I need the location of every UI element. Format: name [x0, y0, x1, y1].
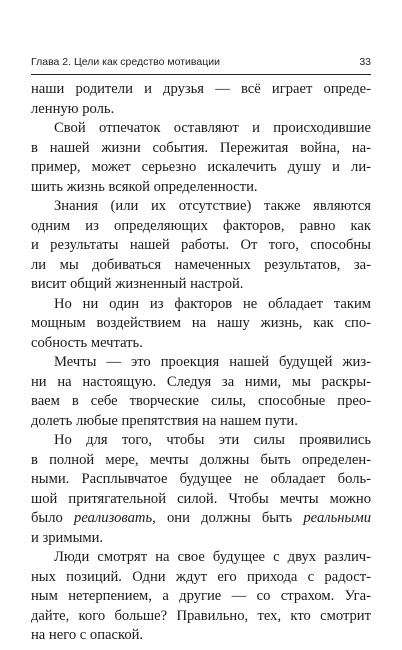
text-line: собность мечтать. [31, 334, 143, 351]
emphasis-run: реальными [303, 510, 371, 526]
text-line: в нашей жизни события. Пережитая война, на- [31, 139, 371, 156]
text-line: и результаты нашей работы. От того, способны [31, 237, 371, 253]
text-line: Но ни один из факторов не обладает таким [54, 295, 371, 312]
text-line: долеть любые препятствия на нашем пути. [31, 412, 298, 429]
text-line: ни на настоящую. Следуя за ними, мы раскры- [31, 373, 371, 390]
text-line: наши родители и друзья — всё играет опреде- [31, 81, 371, 97]
text-line: и зримыми. [31, 529, 104, 546]
text-line: Знания (или их отсутствие) также являются [54, 198, 371, 214]
body-text [31, 80, 371, 646]
chapter-title: Глава 2. Цели как средство мотивации [31, 56, 220, 68]
text-line: одним из определяющих факторов, равно как [31, 217, 371, 234]
text-line: ленную роль. [31, 100, 115, 117]
text-run: , они должны быть [152, 510, 304, 526]
header-rule [31, 74, 371, 75]
emphasis-run: реализовать [74, 510, 153, 526]
text-line: Но для того, чтобы эти силы проявились [54, 432, 371, 448]
text-line: на него с опаской. [31, 627, 144, 643]
text-line-mixed [31, 509, 371, 529]
text-line: дайте, кого больше? Правильно, тех, кто смотрит [31, 607, 371, 624]
running-header [31, 56, 371, 72]
text-line: пример, может серьезно искалечить душу и ли- [31, 159, 371, 175]
text-line: в полной мере, мечты должны быть определен- [31, 451, 371, 468]
text-line: висит общий жизненный настрой. [31, 276, 244, 292]
text-line: ваем в себе творческие силы, способные прео- [31, 393, 371, 409]
text-line: Мечты — это проекция нашей будущей жиз- [54, 354, 371, 370]
text-line: ными. Расплывчатое будущее не обладает боль- [31, 471, 371, 487]
text-line: Свой отпечаток оставляют и происходившие [54, 120, 371, 136]
page-number: 33 [359, 56, 371, 68]
text-line: Люди смотрят на свое будущее с двух различ- [54, 549, 371, 565]
text-line: шой притягательной силой. Чтобы мечты можно [31, 490, 371, 507]
text-line: ли мы добиваться намеченных результатов, за- [31, 256, 371, 273]
text-line: мощным воздействием на нашу жизнь, как спо- [31, 315, 371, 331]
text-line: шить жизнь всякой определенности. [31, 178, 258, 195]
text-line: ных позиций. Одни ждут его прихода с радост- [31, 568, 371, 585]
text-line: ным нетерпением, а другие — со страхом. Уга- [31, 588, 371, 604]
text-run: было [31, 510, 75, 526]
